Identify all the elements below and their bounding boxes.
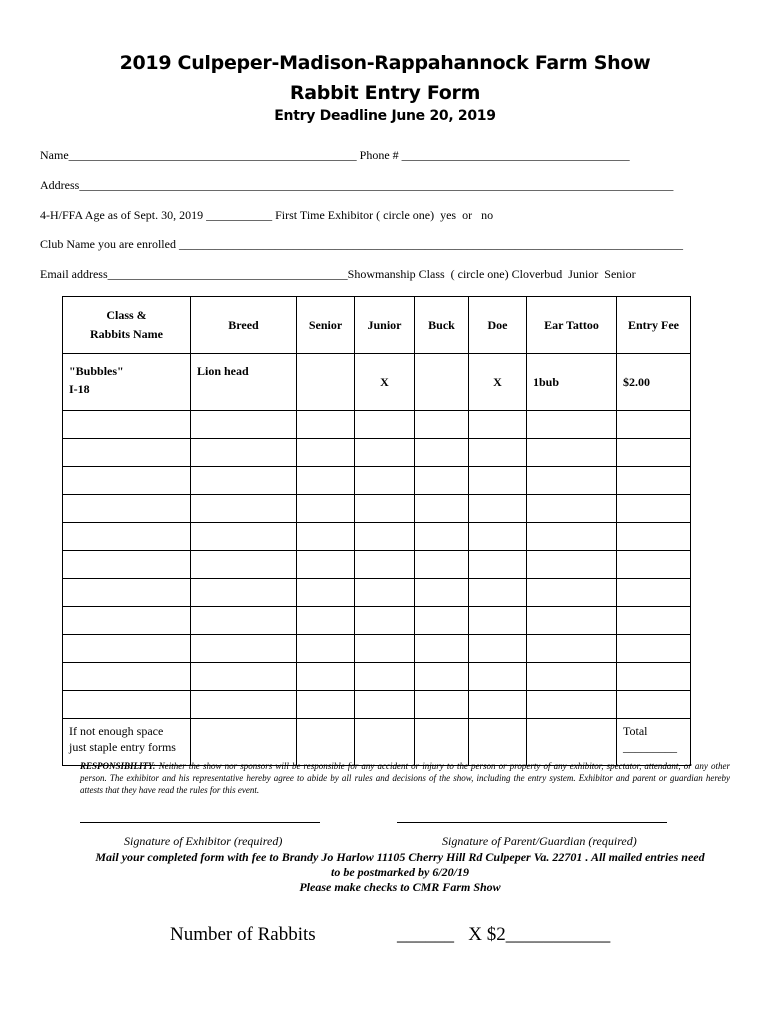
table-row[interactable]	[63, 411, 691, 439]
example-junior: X	[355, 354, 415, 411]
rabbit-entry-table	[62, 296, 691, 766]
mailing-line2: to be postmarked by 6/20/19	[331, 865, 469, 879]
parent-signature-label: Signature of Parent/Guardian (required)	[442, 834, 637, 848]
exhibitor-signature-line[interactable]	[80, 822, 320, 823]
table-row[interactable]	[63, 523, 691, 551]
email-showmanship-field[interactable]: Email address________________________________________Showmanship Class ( circle one) Cloverbud Junior Senior	[40, 267, 636, 281]
mailing-line1: Mail your completed form with fee to Brandy Jo Harlow 11105 Cherry Hill Rd Culpeper Va. 22701 . All mailed entries need	[95, 850, 705, 864]
example-row	[63, 354, 691, 411]
header-junior: Junior	[355, 297, 415, 354]
example-rabbit-name: "Bubbles"	[69, 364, 124, 378]
club-name-field[interactable]: Club Name you are enrolled ____________________________________________________________________________________	[40, 237, 683, 251]
table-row[interactable]	[63, 663, 691, 691]
header-breed: Breed	[191, 297, 297, 354]
mailing-instructions	[70, 850, 730, 895]
header-buck: Buck	[415, 297, 469, 354]
staple-note-line1: If not enough space	[69, 724, 164, 738]
header-ear-tattoo: Ear Tattoo	[527, 297, 617, 354]
table-row[interactable]	[63, 495, 691, 523]
form-subtitle: Rabbit Entry Form	[289, 82, 481, 104]
staple-note	[63, 719, 191, 766]
blank-rows	[63, 411, 691, 719]
entry-deadline: Entry Deadline June 20, 2019	[274, 108, 496, 124]
table-header-row	[63, 297, 691, 354]
responsibility-statement	[80, 760, 730, 796]
staple-note-line2: just staple entry forms	[69, 740, 176, 754]
total-blank: _________	[623, 740, 677, 754]
header-class-rabbit-name	[63, 297, 191, 354]
form-title: 2019 Culpeper-Madison-Rappahannock Farm Show	[119, 52, 651, 74]
header-class: Class &	[106, 308, 147, 322]
example-buck	[415, 354, 469, 411]
parent-signature-line[interactable]	[397, 822, 667, 823]
exhibitor-signature-label: Signature of Exhibitor (required)	[124, 834, 283, 848]
example-doe: X	[469, 354, 527, 411]
total-cell[interactable]	[617, 719, 691, 766]
table-row[interactable]	[63, 551, 691, 579]
number-of-rabbits-label: Number of Rabbits	[170, 924, 316, 945]
example-entry-fee: $2.00	[617, 354, 691, 411]
table-row[interactable]	[63, 635, 691, 663]
table-row[interactable]	[63, 439, 691, 467]
address-field[interactable]: Address___________________________________________________________________________________________________	[40, 178, 674, 192]
table-row[interactable]	[63, 467, 691, 495]
example-senior	[297, 354, 355, 411]
example-name-class-cell	[63, 354, 191, 411]
responsibility-text: Neither the show nor sponsors will be responsible for any accident or injury to the person or property of any exhibitor, spectator, attendant, or any other person. The exhibitor and his representative hereby agree to abide by all rules and decisions of the show, including the entry system. Exhibitor and parent or guardian hereby attests that they have read the rules for this event.	[80, 761, 730, 795]
table-row[interactable]	[63, 579, 691, 607]
header-doe: Doe	[469, 297, 527, 354]
example-class: I-18	[69, 382, 90, 396]
table-row[interactable]	[63, 607, 691, 635]
header-rabbit-name: Rabbits Name	[89, 327, 163, 341]
name-phone-field[interactable]: Name________________________________________________ Phone # ______________________________________	[40, 148, 630, 162]
table-row[interactable]	[63, 691, 691, 719]
header-entry-fee: Entry Fee	[617, 297, 691, 354]
table-footer-row	[63, 719, 691, 766]
age-first-time-field[interactable]: 4-H/FFA Age as of Sept. 30, 2019 ___________ First Time Exhibitor ( circle one) yes or no	[40, 208, 494, 222]
total-label: Total	[623, 724, 648, 738]
example-ear-tattoo: 1bub	[527, 354, 617, 411]
responsibility-label: RESPONSIBILITY:	[80, 761, 156, 771]
example-breed: Lion head	[191, 354, 297, 411]
header-senior: Senior	[297, 297, 355, 354]
fee-calculation[interactable]: ______ X $2___________	[397, 924, 611, 945]
mailing-line3: Please make checks to CMR Farm Show	[299, 880, 501, 894]
